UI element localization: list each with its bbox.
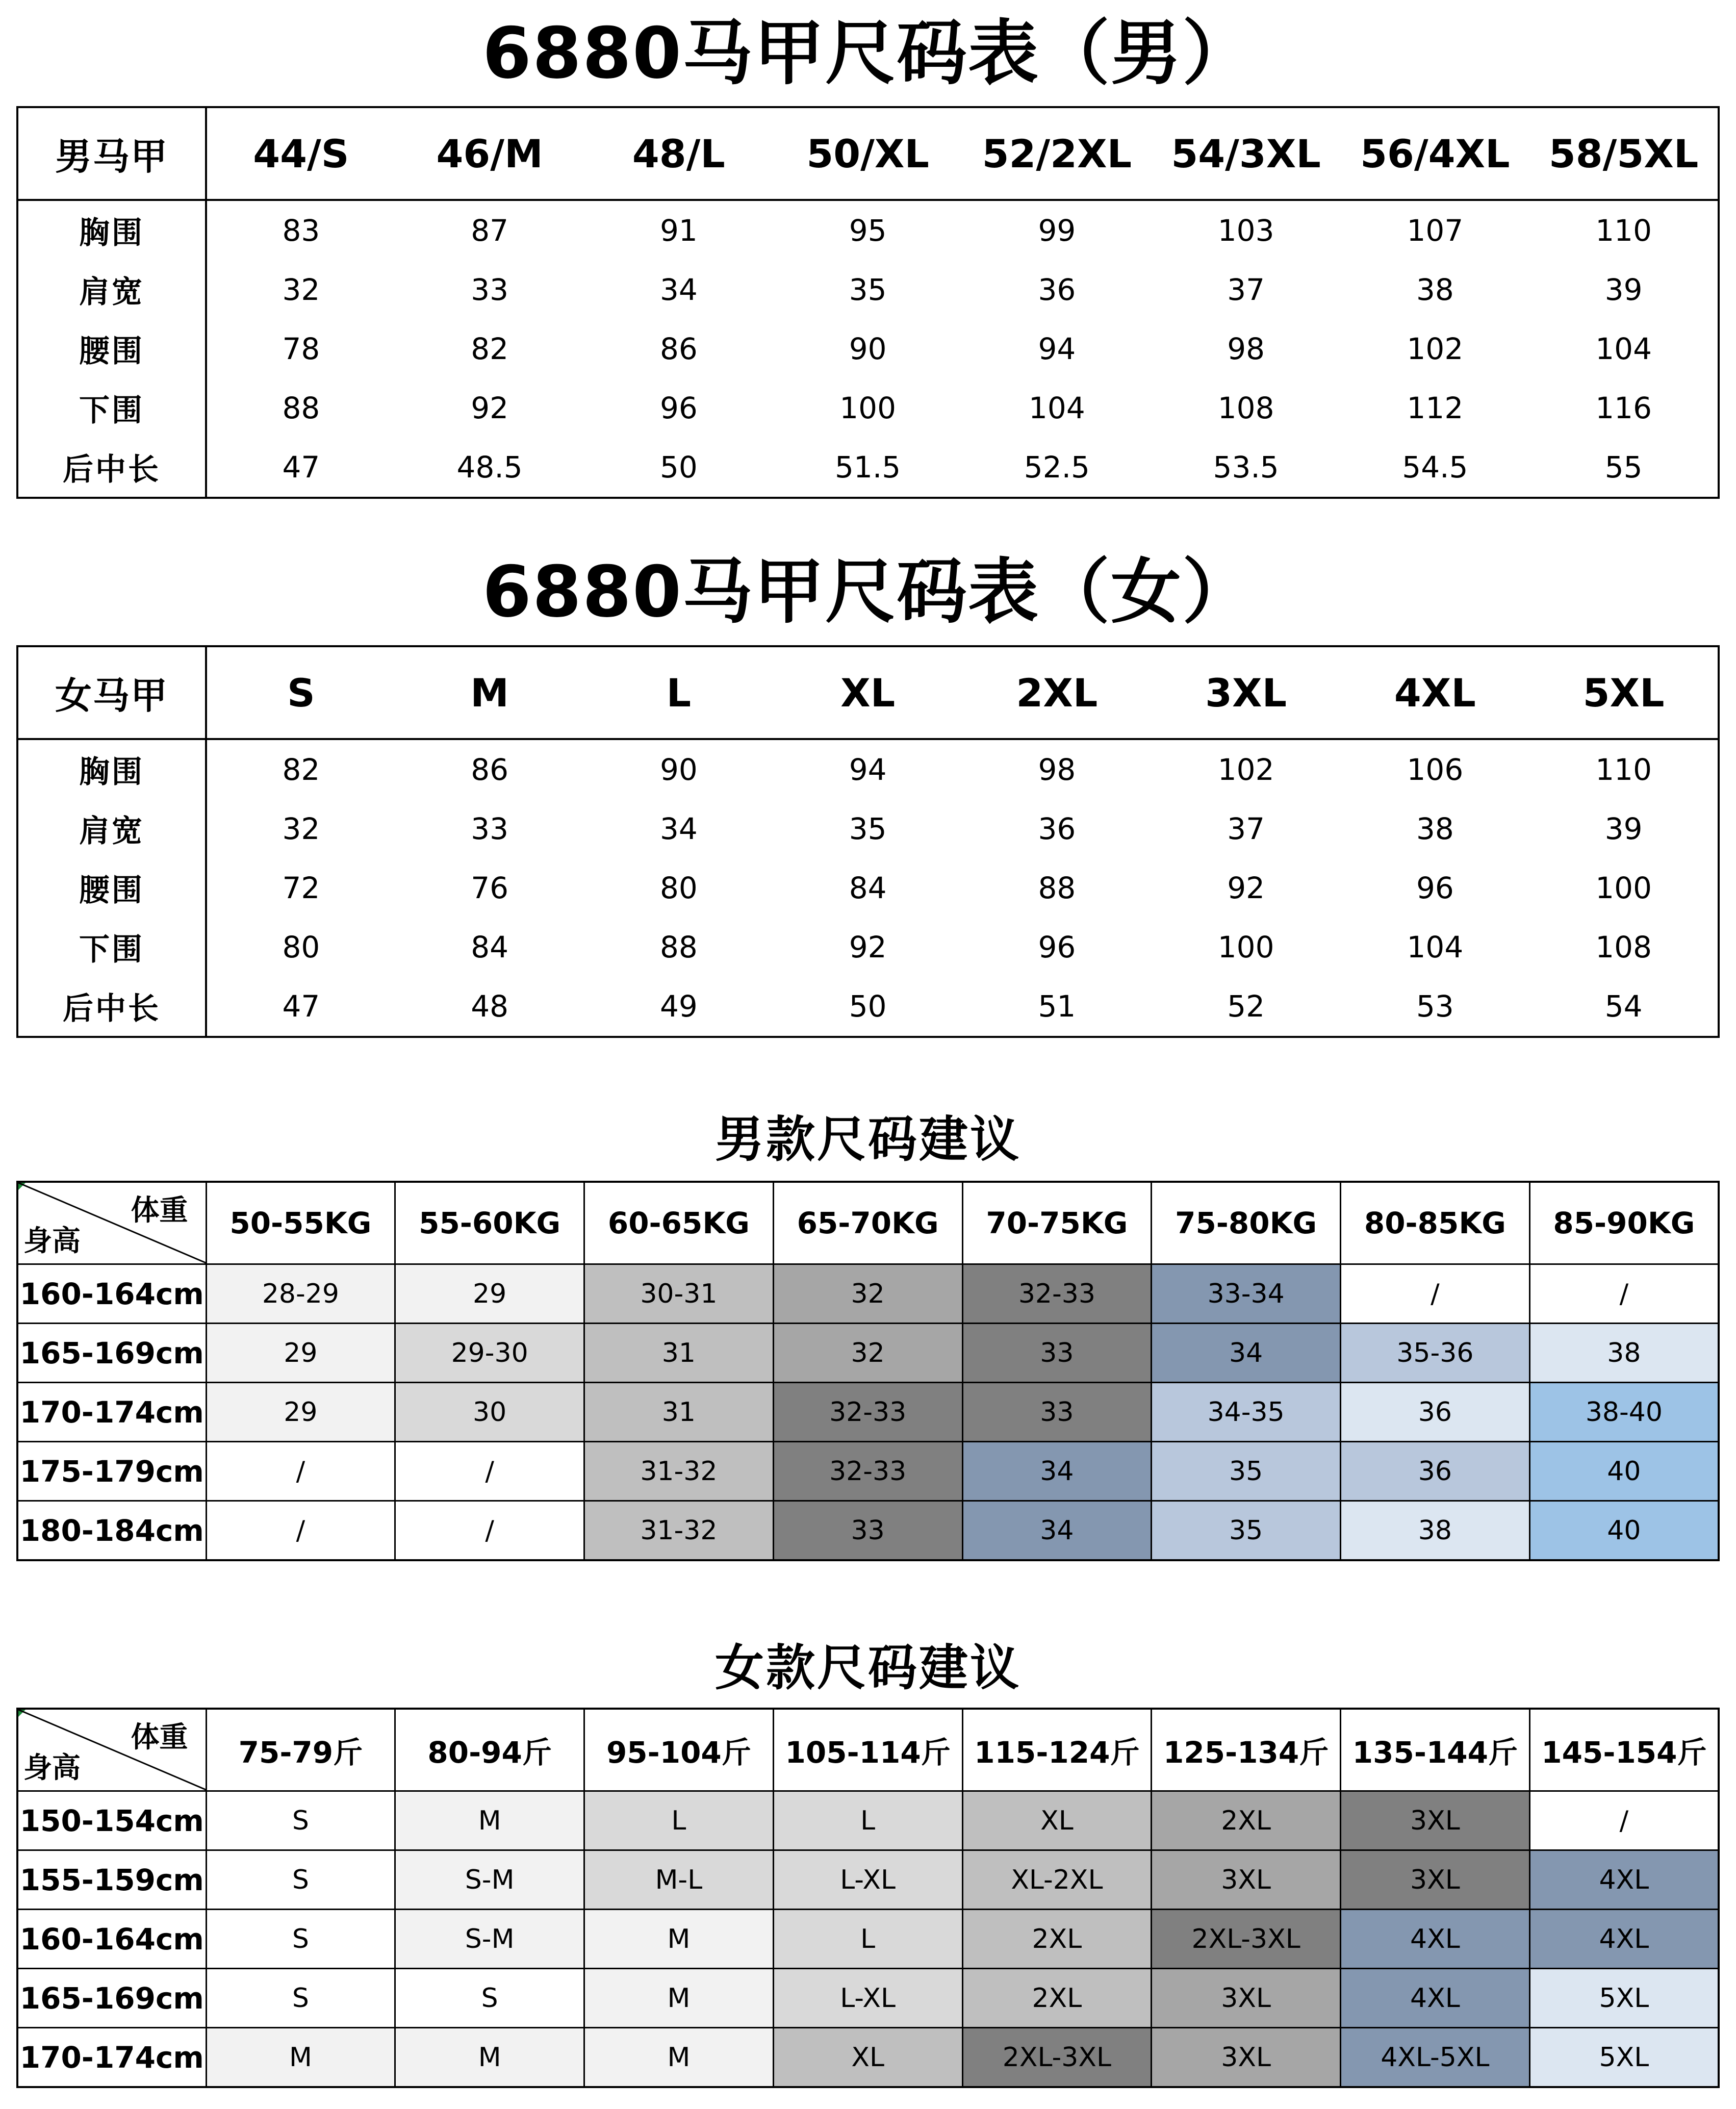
table-row <box>17 1850 1719 1910</box>
size-suggestion-cell: L <box>584 1791 774 1850</box>
weight-column-header: 70-75KG <box>962 1182 1152 1264</box>
measurement-label: 肩宽 <box>17 799 206 858</box>
men-advice-table <box>16 1181 1720 1561</box>
size-suggestion-cell: 29-30 <box>395 1324 584 1383</box>
size-suggestion-cell: S-M <box>395 1910 584 1969</box>
measurement-cell: 88 <box>1038 871 1076 905</box>
height-row-label: 180-184cm <box>17 1501 206 1561</box>
women-advice-table <box>16 1708 1720 2088</box>
size-suggestion-cell: 38 <box>1341 1501 1530 1561</box>
men-chart-title: 6880马甲尺码表（男） <box>482 12 1254 94</box>
height-row-label: 150-154cm <box>17 1791 206 1850</box>
measurement-cell: 48.5 <box>456 450 523 485</box>
size-suggestion-cell: S <box>206 1850 395 1910</box>
measurement-cell: 33 <box>471 272 509 307</box>
measurement-cell: 50 <box>659 450 698 485</box>
measurement-cell: 87 <box>471 213 509 248</box>
table-row <box>17 739 1719 799</box>
size-suggestion-cell: L <box>773 1791 962 1850</box>
size-suggestion-cell: 3XL <box>1341 1791 1530 1850</box>
measurement-cell: 50 <box>849 989 887 1024</box>
size-suggestion-cell: 33-34 <box>1152 1264 1341 1324</box>
size-suggestion-cell: 2XL <box>962 1969 1152 2028</box>
size-suggestion-cell: 4XL <box>1341 1969 1530 2028</box>
size-suggestion-cell: 32-33 <box>773 1383 962 1442</box>
measurement-cell: 36 <box>1038 811 1076 846</box>
measurement-cell: 51.5 <box>835 450 901 485</box>
corner-height-label: 身高 <box>23 1751 81 1785</box>
size-suggestion-cell: / <box>395 1442 584 1501</box>
size-suggestion-cell: 34-35 <box>1152 1383 1341 1442</box>
measurement-cell: 47 <box>282 989 320 1024</box>
size-suggestion-cell: 3XL <box>1152 2028 1341 2088</box>
size-suggestion-cell: 2XL-3XL <box>1152 1910 1341 1969</box>
size-suggestion-cell: 3XL <box>1152 1850 1341 1910</box>
size-suggestion-cell: M <box>395 1791 584 1850</box>
measurement-cell: 92 <box>1227 871 1265 905</box>
measurement-cell: 37 <box>1227 272 1265 307</box>
measurement-label: 腰围 <box>17 319 206 378</box>
size-column-header: S <box>206 646 395 739</box>
size-suggestion-cell: 32 <box>773 1264 962 1324</box>
size-suggestion-cell: S-M <box>395 1850 584 1910</box>
measurement-cell: 92 <box>471 391 509 425</box>
measurement-cell: 94 <box>849 752 887 787</box>
size-suggestion-cell: 31-32 <box>584 1501 774 1561</box>
size-suggestion-cell: 34 <box>1152 1324 1341 1383</box>
weight-column-header: 85-90KG <box>1529 1182 1719 1264</box>
height-row-label: 165-169cm <box>17 1969 206 2028</box>
corner-weight-label: 体重 <box>131 1194 188 1227</box>
size-suggestion-cell: L-XL <box>773 1969 962 2028</box>
size-suggestion-cell: 35-36 <box>1341 1324 1530 1383</box>
size-suggestion-cell: 38-40 <box>1529 1383 1719 1442</box>
weight-column-header: 135-144斤 <box>1341 1709 1530 1791</box>
measurement-cell: 90 <box>659 752 698 787</box>
measurement-cell: 108 <box>1595 930 1652 964</box>
corner-height-label: 身高 <box>23 1225 81 1258</box>
measurement-cell: 39 <box>1604 811 1643 846</box>
size-column-header: L <box>584 646 774 739</box>
measurement-cell: 96 <box>659 391 698 425</box>
measurement-cell: 100 <box>1217 930 1274 964</box>
diagonal-header-cell <box>17 1709 206 1791</box>
measurement-cell: 34 <box>659 272 698 307</box>
size-column-header: 58/5XL <box>1529 107 1719 200</box>
size-column-header: M <box>395 646 584 739</box>
measurement-cell: 98 <box>1038 752 1076 787</box>
size-suggestion-cell: 29 <box>206 1324 395 1383</box>
weight-column-header: 65-70KG <box>773 1182 962 1264</box>
size-suggestion-cell: 38 <box>1529 1324 1719 1383</box>
size-suggestion-cell: 2XL-3XL <box>962 2028 1152 2088</box>
size-column-header: 56/4XL <box>1341 107 1530 200</box>
size-suggestion-cell: / <box>1529 1791 1719 1850</box>
height-row-label: 160-164cm <box>17 1910 206 1969</box>
measurement-cell: 32 <box>282 811 320 846</box>
size-suggestion-cell: M <box>584 1969 774 2028</box>
measurement-cell: 103 <box>1217 213 1274 248</box>
table-row <box>17 799 1719 858</box>
measurement-cell: 104 <box>1595 332 1652 366</box>
size-column-header: 46/M <box>395 107 584 200</box>
measurement-cell: 35 <box>849 811 887 846</box>
table-row <box>17 1501 1719 1561</box>
size-suggestion-cell: 31-32 <box>584 1442 774 1501</box>
table-corner-label: 男马甲 <box>17 107 206 200</box>
measurement-cell: 38 <box>1416 272 1454 307</box>
size-column-header: 54/3XL <box>1152 107 1341 200</box>
weight-column-header: 75-79斤 <box>206 1709 395 1791</box>
size-suggestion-cell: 29 <box>395 1264 584 1324</box>
size-column-header: 52/2XL <box>962 107 1152 200</box>
measurement-cell: 38 <box>1416 811 1454 846</box>
measurement-cell: 86 <box>471 752 509 787</box>
size-suggestion-cell: 33 <box>962 1383 1152 1442</box>
measurement-label: 下围 <box>17 918 206 977</box>
table-row <box>17 1324 1719 1383</box>
table-corner-label: 女马甲 <box>17 646 206 739</box>
men-advice-title: 男款尺码建议 <box>715 1111 1021 1168</box>
size-suggestion-cell: 30 <box>395 1383 584 1442</box>
size-suggestion-cell: 4XL <box>1529 1850 1719 1910</box>
size-suggestion-cell: M <box>206 2028 395 2088</box>
size-suggestion-cell: 2XL <box>962 1910 1152 1969</box>
measurement-cell: 102 <box>1217 752 1274 787</box>
height-row-label: 170-174cm <box>17 2028 206 2088</box>
size-suggestion-cell: / <box>1341 1264 1530 1324</box>
size-suggestion-cell: XL <box>773 2028 962 2088</box>
size-column-header: 44/S <box>206 107 395 200</box>
weight-column-header: 105-114斤 <box>773 1709 962 1791</box>
size-column-header: XL <box>773 646 962 739</box>
weight-column-header: 50-55KG <box>206 1182 395 1264</box>
size-suggestion-cell: 33 <box>773 1501 962 1561</box>
size-column-header: 5XL <box>1529 646 1719 739</box>
height-row-label: 155-159cm <box>17 1850 206 1910</box>
table-row <box>17 438 1719 498</box>
table-row <box>17 1442 1719 1501</box>
measurement-cell: 32 <box>282 272 320 307</box>
header-row <box>17 1709 1719 1791</box>
size-suggestion-cell: S <box>395 1969 584 2028</box>
size-suggestion-cell: XL-2XL <box>962 1850 1152 1910</box>
measurement-cell: 34 <box>659 811 698 846</box>
size-suggestion-cell: M <box>584 1910 774 1969</box>
measurement-cell: 72 <box>282 871 320 905</box>
size-suggestion-cell: 40 <box>1529 1501 1719 1561</box>
height-row-label: 160-164cm <box>17 1264 206 1324</box>
measurement-cell: 51 <box>1038 989 1076 1024</box>
size-suggestion-cell: 4XL-5XL <box>1341 2028 1530 2088</box>
weight-column-header: 55-60KG <box>395 1182 584 1264</box>
weight-column-header: 60-65KG <box>584 1182 774 1264</box>
corner-weight-label: 体重 <box>131 1721 188 1754</box>
measurement-label: 后中长 <box>17 438 206 498</box>
measurement-cell: 107 <box>1407 213 1464 248</box>
size-suggestion-cell: 32 <box>773 1324 962 1383</box>
measurement-cell: 96 <box>1038 930 1076 964</box>
measurement-cell: 54.5 <box>1402 450 1468 485</box>
measurement-cell: 104 <box>1407 930 1464 964</box>
women-size-table <box>16 645 1720 1038</box>
measurement-cell: 92 <box>849 930 887 964</box>
table-row <box>17 977 1719 1037</box>
measurement-cell: 94 <box>1038 332 1076 366</box>
size-suggestion-cell: S <box>206 1910 395 1969</box>
size-suggestion-cell: 34 <box>962 1501 1152 1561</box>
table-row <box>17 2028 1719 2088</box>
size-suggestion-cell: 4XL <box>1341 1910 1530 1969</box>
measurement-cell: 84 <box>849 871 887 905</box>
size-suggestion-cell: XL <box>962 1791 1152 1850</box>
measurement-cell: 88 <box>282 391 320 425</box>
size-suggestion-cell: 2XL <box>1152 1791 1341 1850</box>
size-suggestion-cell: M <box>395 2028 584 2088</box>
table-row <box>17 1791 1719 1850</box>
size-column-header: 50/XL <box>773 107 962 200</box>
measurement-cell: 98 <box>1227 332 1265 366</box>
measurement-cell: 90 <box>849 332 887 366</box>
size-suggestion-cell: 31 <box>584 1324 774 1383</box>
measurement-cell: 49 <box>659 989 698 1024</box>
size-suggestion-cell: 35 <box>1152 1501 1341 1561</box>
measurement-cell: 80 <box>659 871 698 905</box>
size-suggestion-cell: 40 <box>1529 1442 1719 1501</box>
measurement-label: 下围 <box>17 378 206 438</box>
measurement-cell: 102 <box>1407 332 1464 366</box>
size-column-header: 48/L <box>584 107 774 200</box>
weight-column-header: 115-124斤 <box>962 1709 1152 1791</box>
table-row <box>17 200 1719 260</box>
measurement-cell: 100 <box>839 391 896 425</box>
diagonal-header-cell <box>17 1182 206 1264</box>
measurement-label: 后中长 <box>17 977 206 1037</box>
measurement-cell: 83 <box>282 213 320 248</box>
size-suggestion-cell: 36 <box>1341 1383 1530 1442</box>
size-suggestion-cell: / <box>395 1501 584 1561</box>
size-suggestion-cell: 28-29 <box>206 1264 395 1324</box>
measurement-cell: 39 <box>1604 272 1643 307</box>
size-suggestion-cell: 33 <box>962 1324 1152 1383</box>
measurement-cell: 35 <box>849 272 887 307</box>
measurement-label: 肩宽 <box>17 260 206 319</box>
size-suggestion-cell: 4XL <box>1529 1910 1719 1969</box>
measurement-cell: 48 <box>471 989 509 1024</box>
measurement-cell: 108 <box>1217 391 1274 425</box>
size-suggestion-cell: 36 <box>1341 1442 1530 1501</box>
size-column-header: 3XL <box>1152 646 1341 739</box>
measurement-cell: 86 <box>659 332 698 366</box>
size-suggestion-cell: 32-33 <box>773 1442 962 1501</box>
measurement-cell: 78 <box>282 332 320 366</box>
measurement-cell: 116 <box>1595 391 1652 425</box>
size-suggestion-cell: 29 <box>206 1383 395 1442</box>
measurement-cell: 110 <box>1595 213 1652 248</box>
measurement-cell: 112 <box>1407 391 1464 425</box>
size-suggestion-cell: 32-33 <box>962 1264 1152 1324</box>
measurement-cell: 110 <box>1595 752 1652 787</box>
size-suggestion-cell: 3XL <box>1152 1969 1341 2028</box>
measurement-cell: 53 <box>1416 989 1454 1024</box>
size-suggestion-cell: M <box>584 2028 774 2088</box>
weight-column-header: 75-80KG <box>1152 1182 1341 1264</box>
measurement-cell: 106 <box>1407 752 1464 787</box>
measurement-cell: 95 <box>849 213 887 248</box>
size-suggestion-cell: / <box>206 1501 395 1561</box>
measurement-cell: 91 <box>659 213 698 248</box>
measurement-cell: 33 <box>471 811 509 846</box>
table-row <box>17 319 1719 378</box>
size-suggestion-cell: 5XL <box>1529 1969 1719 2028</box>
measurement-cell: 47 <box>282 450 320 485</box>
table-row <box>17 858 1719 918</box>
measurement-cell: 76 <box>471 871 509 905</box>
measurement-cell: 96 <box>1416 871 1454 905</box>
measurement-cell: 55 <box>1604 450 1643 485</box>
height-row-label: 170-174cm <box>17 1383 206 1442</box>
measurement-cell: 84 <box>471 930 509 964</box>
size-suggestion-cell: 34 <box>962 1442 1152 1501</box>
size-suggestion-cell: 35 <box>1152 1442 1341 1501</box>
measurement-label: 胸围 <box>17 200 206 260</box>
table-row <box>17 918 1719 977</box>
size-suggestion-cell: L-XL <box>773 1850 962 1910</box>
weight-column-header: 80-85KG <box>1341 1182 1530 1264</box>
size-suggestion-cell: 31 <box>584 1383 774 1442</box>
weight-column-header: 80-94斤 <box>395 1709 584 1791</box>
measurement-cell: 100 <box>1595 871 1652 905</box>
size-suggestion-cell: L <box>773 1910 962 1969</box>
measurement-cell: 53.5 <box>1213 450 1279 485</box>
measurement-cell: 54 <box>1604 989 1643 1024</box>
size-suggestion-cell: / <box>206 1442 395 1501</box>
measurement-cell: 80 <box>282 930 320 964</box>
weight-column-header: 125-134斤 <box>1152 1709 1341 1791</box>
size-suggestion-cell: 5XL <box>1529 2028 1719 2088</box>
table-row <box>17 1264 1719 1324</box>
measurement-cell: 88 <box>659 930 698 964</box>
women-chart-title: 6880马甲尺码表（女） <box>482 551 1254 633</box>
measurement-label: 腰围 <box>17 858 206 918</box>
measurement-cell: 37 <box>1227 811 1265 846</box>
measurement-cell: 36 <box>1038 272 1076 307</box>
measurement-cell: 104 <box>1029 391 1085 425</box>
measurement-label: 胸围 <box>17 739 206 799</box>
weight-column-header: 145-154斤 <box>1529 1709 1719 1791</box>
measurement-cell: 52 <box>1227 989 1265 1024</box>
men-size-table <box>16 106 1720 499</box>
measurement-cell: 82 <box>471 332 509 366</box>
header-row <box>17 646 1719 739</box>
measurement-cell: 52.5 <box>1024 450 1090 485</box>
height-row-label: 175-179cm <box>17 1442 206 1501</box>
size-suggestion-cell: 30-31 <box>584 1264 774 1324</box>
table-row <box>17 378 1719 438</box>
table-row <box>17 1910 1719 1969</box>
table-row <box>17 1969 1719 2028</box>
size-suggestion-cell: 3XL <box>1341 1850 1530 1910</box>
size-column-header: 4XL <box>1341 646 1530 739</box>
size-column-header: 2XL <box>962 646 1152 739</box>
size-suggestion-cell: M-L <box>584 1850 774 1910</box>
women-advice-title: 女款尺码建议 <box>715 1639 1021 1696</box>
table-row <box>17 1383 1719 1442</box>
measurement-cell: 99 <box>1038 213 1076 248</box>
weight-column-header: 95-104斤 <box>584 1709 774 1791</box>
measurement-cell: 82 <box>282 752 320 787</box>
table-row <box>17 260 1719 319</box>
header-row <box>17 1182 1719 1264</box>
size-suggestion-cell: / <box>1529 1264 1719 1324</box>
header-row <box>17 107 1719 200</box>
size-suggestion-cell: S <box>206 1791 395 1850</box>
size-suggestion-cell: S <box>206 1969 395 2028</box>
height-row-label: 165-169cm <box>17 1324 206 1383</box>
